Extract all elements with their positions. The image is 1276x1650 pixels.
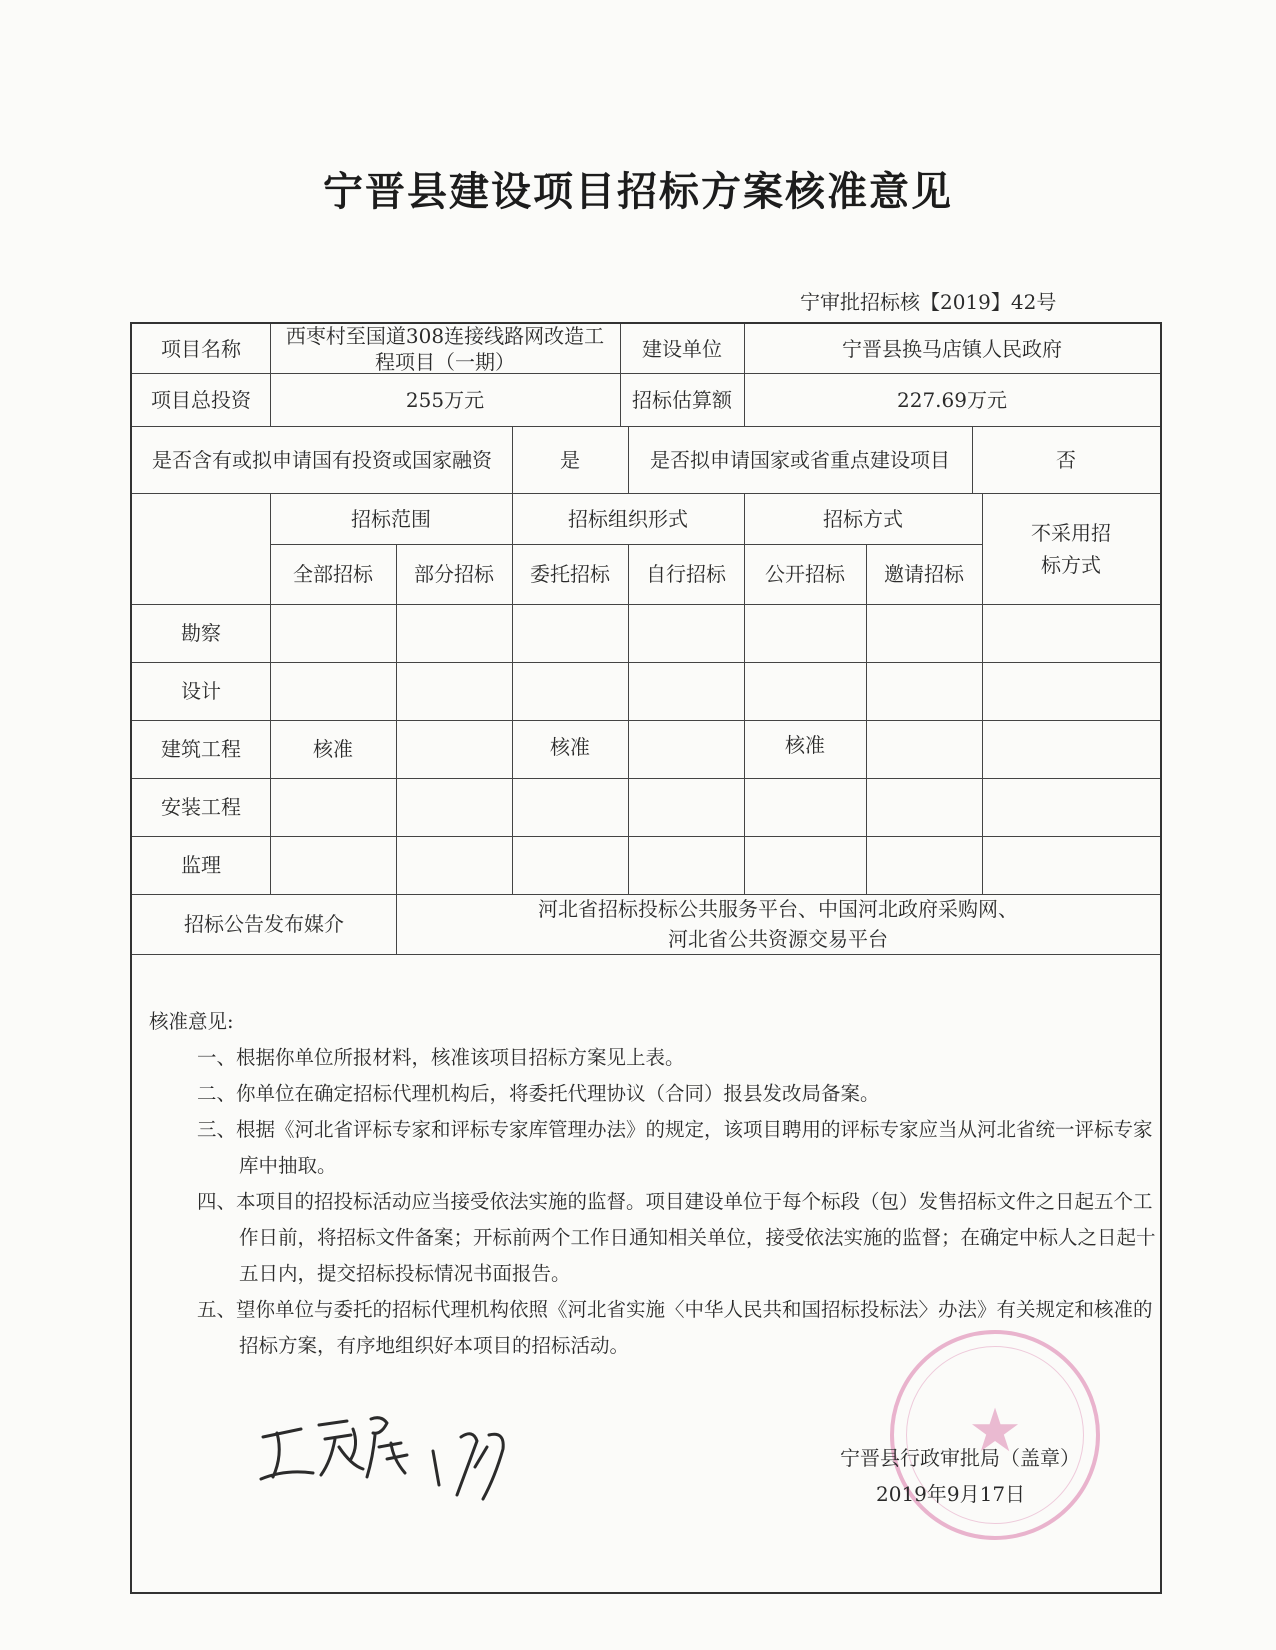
opinion-item-2: 二、你单位在确定招标代理机构后，将委托代理协议（合同）报县发改局备案。 xyxy=(197,1082,880,1105)
row-label-survey: 勘察 xyxy=(181,621,221,645)
approval-opinion xyxy=(145,1004,1169,1364)
total-invest-label: 项目总投资 xyxy=(151,387,251,412)
entrusted-tender-header: 委托招标 xyxy=(530,562,610,586)
media-label: 招标公告发布媒介 xyxy=(184,912,344,936)
project-name-value xyxy=(270,324,620,373)
not-adopted-line2: 标方式 xyxy=(1041,552,1101,577)
construction-open-cell: 核准 xyxy=(785,733,825,757)
handwritten-signature xyxy=(255,1395,525,1505)
invited-tender-header: 邀请招标 xyxy=(884,562,964,586)
key-project-label: 是否拟申请国家或省重点建设项目 xyxy=(650,447,950,472)
row-label-design: 设计 xyxy=(181,679,221,703)
row-label-construction: 建筑工程 xyxy=(161,737,241,761)
media-line1: 河北省招标投标公共服务平台、中国河北政府采购网、 xyxy=(538,897,1018,921)
official-seal xyxy=(890,1330,1100,1540)
media-value xyxy=(396,894,1160,954)
seal-star-icon: ★ xyxy=(968,1396,1022,1466)
opinion-heading: 核准意见: xyxy=(149,1010,234,1033)
media-line2: 河北省公共资源交易平台 xyxy=(668,927,888,951)
construction-full-cell: 核准 xyxy=(313,737,353,761)
total-invest-value: 255万元 xyxy=(405,387,485,412)
org-form-header: 招标组织形式 xyxy=(568,506,688,531)
not-adopted-line1: 不采用招 xyxy=(1031,520,1111,545)
estimate-value: 227.69万元 xyxy=(897,387,1007,412)
construction-entrusted-cell: 核准 xyxy=(550,735,590,759)
project-name-line2: 程项目（一期） xyxy=(375,349,515,374)
full-tender-header: 全部招标 xyxy=(293,562,373,586)
opinion-item-3: 三、根据《河北省评标专家和评标专家库管理办法》的规定，该项目聘用的评标专家应当从河北省统一评标专家库中抽取。 xyxy=(197,1118,1153,1177)
row-label-supervision: 监理 xyxy=(181,853,221,877)
builder-value: 宁晋县换马店镇人民政府 xyxy=(842,336,1062,361)
project-name-label: 项目名称 xyxy=(161,336,241,361)
document-title: 宁晋县建设项目招标方案核准意见 xyxy=(323,169,953,215)
method-header: 招标方式 xyxy=(823,506,903,531)
opinion-item-5: 五、望你单位与委托的招标代理机构依照《河北省实施〈中华人民共和国招标投标法〉办法》有关规定和核准的招标方案，有序地组织好本项目的招标活动。 xyxy=(197,1298,1153,1357)
state-invest-label: 是否含有或拟申请国有投资或国家融资 xyxy=(152,447,492,472)
project-name-line1: 西枣村至国道308连接线路网改造工 xyxy=(285,323,605,348)
scope-header: 招标范围 xyxy=(351,506,431,531)
opinion-item-4: 四、本项目的招投标活动应当接受依法实施的监督。项目建设单位于每个标段（包）发售招标文件之日起五个工作日前，将招标文件备案；开标前两个工作日通知相关单位，接受依法实施的监督；在确定中标人之日起十五日内，提交招标投标情况书面报告。 xyxy=(197,1190,1156,1285)
document-number: 宁审批招标核【2019】42号 xyxy=(800,290,1057,314)
key-project-value: 否 xyxy=(1056,447,1076,472)
issuer: 宁晋县行政审批局（盖章） xyxy=(840,1446,1080,1470)
partial-tender-header: 部分招标 xyxy=(414,562,494,586)
builder-label: 建设单位 xyxy=(642,336,722,361)
self-tender-header: 自行招标 xyxy=(646,562,726,586)
opinion-item-1: 一、根据你单位所报材料，核准该项目招标方案见上表。 xyxy=(197,1046,685,1069)
estimate-label: 招标估算额 xyxy=(632,387,732,412)
open-tender-header: 公开招标 xyxy=(765,562,845,586)
not-adopted-header xyxy=(982,493,1160,604)
row-label-installation: 安装工程 xyxy=(161,795,241,819)
state-invest-value: 是 xyxy=(560,447,580,472)
issue-date: 2019年9月17日 xyxy=(876,1482,1026,1506)
